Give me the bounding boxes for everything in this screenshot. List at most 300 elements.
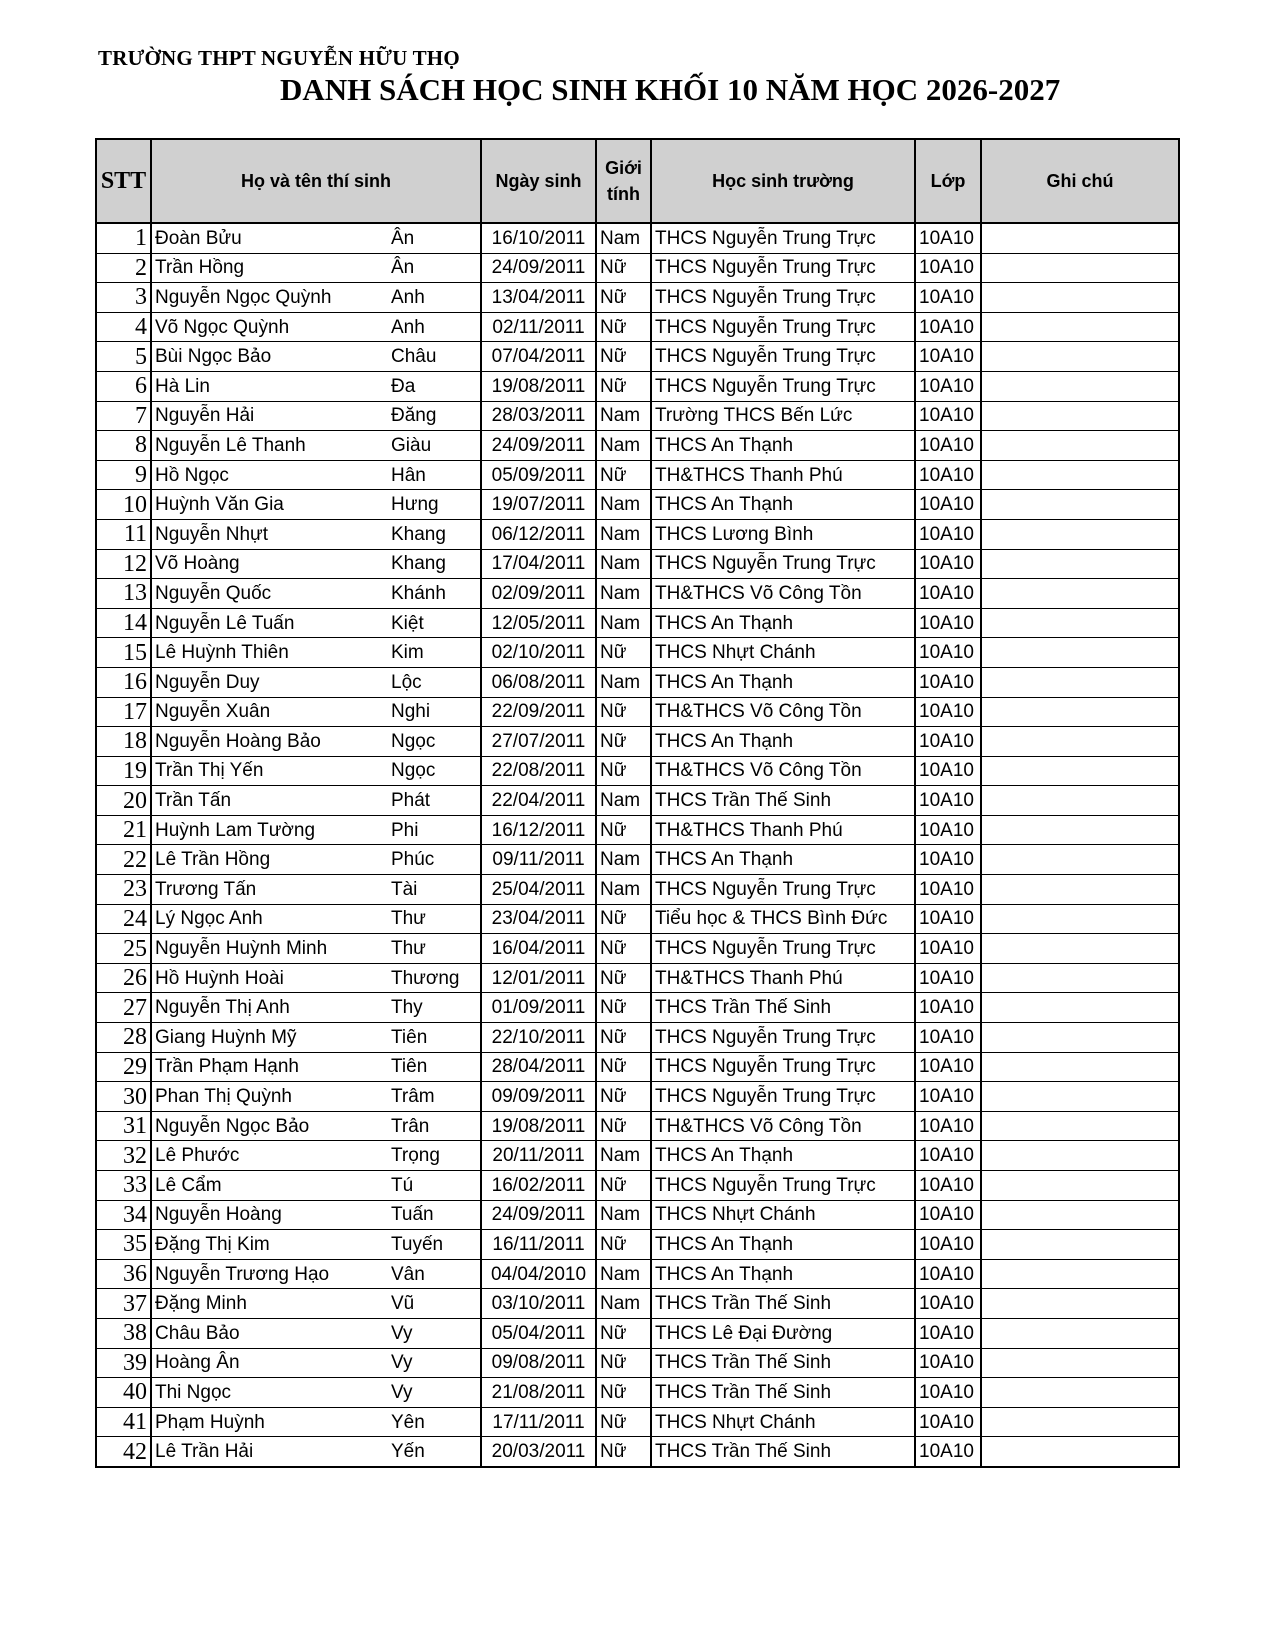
table-row xyxy=(96,1200,1179,1230)
cell-first-name: Tiên xyxy=(388,1023,481,1053)
cell-stt: 16 xyxy=(96,667,151,697)
cell-gender: Nữ xyxy=(596,1348,651,1378)
cell-dob: 02/10/2011 xyxy=(481,638,596,668)
cell-school: THCS An Thạnh xyxy=(651,1259,915,1289)
cell-stt: 28 xyxy=(96,1023,151,1053)
cell-note xyxy=(981,608,1179,638)
table-row xyxy=(96,1023,1179,1053)
cell-school: THCS Nhựt Chánh xyxy=(651,1200,915,1230)
cell-class: 10A10 xyxy=(915,401,981,431)
cell-school: THCS An Thạnh xyxy=(651,1141,915,1171)
cell-stt: 8 xyxy=(96,431,151,461)
cell-last-name: Nguyễn Lê Thanh xyxy=(151,431,388,461)
cell-dob: 04/04/2010 xyxy=(481,1259,596,1289)
cell-school: THCS An Thạnh xyxy=(651,845,915,875)
cell-first-name: Thư xyxy=(388,904,481,934)
cell-stt: 19 xyxy=(96,756,151,786)
cell-dob: 22/09/2011 xyxy=(481,697,596,727)
cell-class: 10A10 xyxy=(915,1111,981,1141)
cell-note xyxy=(981,904,1179,934)
cell-class: 10A10 xyxy=(915,253,981,283)
cell-note xyxy=(981,549,1179,579)
cell-stt: 32 xyxy=(96,1141,151,1171)
table-row xyxy=(96,1289,1179,1319)
table-row xyxy=(96,1259,1179,1289)
cell-gender: Nữ xyxy=(596,1052,651,1082)
table-row xyxy=(96,1378,1179,1408)
table-row xyxy=(96,431,1179,461)
table-row xyxy=(96,697,1179,727)
table-row xyxy=(96,460,1179,490)
cell-stt: 22 xyxy=(96,845,151,875)
cell-note xyxy=(981,1348,1179,1378)
cell-dob: 09/08/2011 xyxy=(481,1348,596,1378)
header-class: Lớp xyxy=(915,139,981,223)
cell-class: 10A10 xyxy=(915,667,981,697)
table-row xyxy=(96,1171,1179,1201)
cell-stt: 2 xyxy=(96,253,151,283)
cell-first-name: Thy xyxy=(388,993,481,1023)
cell-first-name: Vy xyxy=(388,1378,481,1408)
cell-class: 10A10 xyxy=(915,1200,981,1230)
cell-dob: 16/10/2011 xyxy=(481,223,596,253)
cell-note xyxy=(981,1141,1179,1171)
cell-gender: Nữ xyxy=(596,1437,651,1467)
cell-stt: 9 xyxy=(96,460,151,490)
cell-gender: Nam xyxy=(596,1200,651,1230)
cell-note xyxy=(981,845,1179,875)
cell-class: 10A10 xyxy=(915,223,981,253)
table-row xyxy=(96,1141,1179,1171)
cell-gender: Nữ xyxy=(596,1230,651,1260)
cell-class: 10A10 xyxy=(915,697,981,727)
cell-class: 10A10 xyxy=(915,1259,981,1289)
cell-last-name: Nguyễn Hải xyxy=(151,401,388,431)
cell-class: 10A10 xyxy=(915,963,981,993)
cell-last-name: Bùi Ngọc Bảo xyxy=(151,342,388,372)
cell-dob: 12/05/2011 xyxy=(481,608,596,638)
cell-school: THCS Nhựt Chánh xyxy=(651,638,915,668)
cell-gender: Nữ xyxy=(596,1171,651,1201)
cell-first-name: Trân xyxy=(388,1111,481,1141)
cell-first-name: Ân xyxy=(388,223,481,253)
cell-stt: 13 xyxy=(96,579,151,609)
cell-first-name: Thư xyxy=(388,934,481,964)
cell-school: THCS Nguyễn Trung Trực xyxy=(651,1023,915,1053)
cell-stt: 39 xyxy=(96,1348,151,1378)
cell-last-name: Nguyễn Huỳnh Minh xyxy=(151,934,388,964)
header-note: Ghi chú xyxy=(981,139,1179,223)
cell-gender: Nam xyxy=(596,845,651,875)
cell-dob: 28/03/2011 xyxy=(481,401,596,431)
cell-note xyxy=(981,312,1179,342)
cell-note xyxy=(981,1200,1179,1230)
table-row xyxy=(96,1082,1179,1112)
cell-first-name: Phi xyxy=(388,815,481,845)
cell-class: 10A10 xyxy=(915,638,981,668)
cell-class: 10A10 xyxy=(915,312,981,342)
cell-stt: 38 xyxy=(96,1318,151,1348)
cell-last-name: Hồ Ngọc xyxy=(151,460,388,490)
cell-stt: 25 xyxy=(96,934,151,964)
cell-note xyxy=(981,1171,1179,1201)
cell-note xyxy=(981,253,1179,283)
cell-gender: Nam xyxy=(596,786,651,816)
cell-note xyxy=(981,697,1179,727)
cell-first-name: Phát xyxy=(388,786,481,816)
cell-school: THCS Nguyễn Trung Trực xyxy=(651,1052,915,1082)
cell-first-name: Vân xyxy=(388,1259,481,1289)
cell-last-name: Đặng Thị Kim xyxy=(151,1230,388,1260)
cell-dob: 06/12/2011 xyxy=(481,519,596,549)
table-row xyxy=(96,993,1179,1023)
cell-note xyxy=(981,431,1179,461)
table-row xyxy=(96,519,1179,549)
cell-note xyxy=(981,1082,1179,1112)
cell-last-name: Lý Ngọc Anh xyxy=(151,904,388,934)
cell-class: 10A10 xyxy=(915,727,981,757)
cell-note xyxy=(981,1052,1179,1082)
table-body xyxy=(96,223,1179,1467)
table-row xyxy=(96,401,1179,431)
table-row xyxy=(96,845,1179,875)
cell-note xyxy=(981,342,1179,372)
cell-stt: 42 xyxy=(96,1437,151,1467)
cell-class: 10A10 xyxy=(915,815,981,845)
table-row xyxy=(96,875,1179,905)
cell-note xyxy=(981,1023,1179,1053)
cell-dob: 09/09/2011 xyxy=(481,1082,596,1112)
cell-dob: 22/08/2011 xyxy=(481,756,596,786)
cell-first-name: Ân xyxy=(388,253,481,283)
cell-dob: 27/07/2011 xyxy=(481,727,596,757)
cell-first-name: Vũ xyxy=(388,1289,481,1319)
cell-gender: Nữ xyxy=(596,1082,651,1112)
cell-gender: Nữ xyxy=(596,638,651,668)
cell-class: 10A10 xyxy=(915,845,981,875)
cell-last-name: Nguyễn Hoàng Bảo xyxy=(151,727,388,757)
cell-school: TH&THCS Võ Công Tồn xyxy=(651,579,915,609)
cell-class: 10A10 xyxy=(915,1052,981,1082)
cell-gender: Nữ xyxy=(596,815,651,845)
cell-first-name: Tuấn xyxy=(388,1200,481,1230)
cell-class: 10A10 xyxy=(915,1023,981,1053)
cell-note xyxy=(981,1378,1179,1408)
cell-note xyxy=(981,283,1179,313)
cell-dob: 22/10/2011 xyxy=(481,1023,596,1053)
cell-note xyxy=(981,519,1179,549)
cell-gender: Nữ xyxy=(596,727,651,757)
cell-school: THCS Nguyễn Trung Trực xyxy=(651,342,915,372)
cell-class: 10A10 xyxy=(915,904,981,934)
cell-gender: Nữ xyxy=(596,342,651,372)
cell-dob: 20/11/2011 xyxy=(481,1141,596,1171)
cell-stt: 4 xyxy=(96,312,151,342)
cell-stt: 30 xyxy=(96,1082,151,1112)
cell-school: THCS Nguyễn Trung Trực xyxy=(651,223,915,253)
cell-class: 10A10 xyxy=(915,786,981,816)
cell-dob: 24/09/2011 xyxy=(481,253,596,283)
cell-last-name: Lê Trần Hồng xyxy=(151,845,388,875)
cell-last-name: Nguyễn Duy xyxy=(151,667,388,697)
cell-first-name: Kim xyxy=(388,638,481,668)
cell-dob: 16/12/2011 xyxy=(481,815,596,845)
cell-stt: 14 xyxy=(96,608,151,638)
cell-gender: Nam xyxy=(596,1259,651,1289)
cell-first-name: Châu xyxy=(388,342,481,372)
cell-first-name: Giàu xyxy=(388,431,481,461)
cell-school: TH&THCS Võ Công Tồn xyxy=(651,1111,915,1141)
cell-gender: Nữ xyxy=(596,1378,651,1408)
table-row xyxy=(96,223,1179,253)
cell-school: THCS An Thạnh xyxy=(651,1230,915,1260)
cell-last-name: Phạm Huỳnh xyxy=(151,1407,388,1437)
cell-stt: 40 xyxy=(96,1378,151,1408)
cell-school: THCS Nguyễn Trung Trực xyxy=(651,875,915,905)
cell-dob: 03/10/2011 xyxy=(481,1289,596,1319)
cell-dob: 09/11/2011 xyxy=(481,845,596,875)
cell-dob: 24/09/2011 xyxy=(481,1200,596,1230)
table-row xyxy=(96,815,1179,845)
cell-first-name: Thương xyxy=(388,963,481,993)
cell-school: THCS An Thạnh xyxy=(651,490,915,520)
cell-last-name: Võ Hoàng xyxy=(151,549,388,579)
cell-note xyxy=(981,786,1179,816)
cell-dob: 17/04/2011 xyxy=(481,549,596,579)
cell-stt: 33 xyxy=(96,1171,151,1201)
cell-last-name: Châu Bảo xyxy=(151,1318,388,1348)
cell-stt: 37 xyxy=(96,1289,151,1319)
cell-gender: Nam xyxy=(596,549,651,579)
cell-school: THCS Nguyễn Trung Trực xyxy=(651,283,915,313)
cell-last-name: Nguyễn Ngọc Quỳnh xyxy=(151,283,388,313)
header-school: Học sinh trường xyxy=(651,139,915,223)
cell-gender: Nữ xyxy=(596,1407,651,1437)
cell-dob: 05/04/2011 xyxy=(481,1318,596,1348)
cell-gender: Nam xyxy=(596,608,651,638)
cell-dob: 05/09/2011 xyxy=(481,460,596,490)
cell-dob: 21/08/2011 xyxy=(481,1378,596,1408)
cell-first-name: Khang xyxy=(388,519,481,549)
cell-note xyxy=(981,1230,1179,1260)
cell-last-name: Đặng Minh xyxy=(151,1289,388,1319)
table-row xyxy=(96,638,1179,668)
cell-gender: Nữ xyxy=(596,1318,651,1348)
cell-last-name: Lê Trần Hải xyxy=(151,1437,388,1467)
cell-stt: 18 xyxy=(96,727,151,757)
table-row xyxy=(96,549,1179,579)
cell-school: THCS An Thạnh xyxy=(651,608,915,638)
cell-dob: 01/09/2011 xyxy=(481,993,596,1023)
cell-school: THCS An Thạnh xyxy=(651,667,915,697)
cell-first-name: Tiên xyxy=(388,1052,481,1082)
cell-class: 10A10 xyxy=(915,608,981,638)
cell-gender: Nữ xyxy=(596,283,651,313)
cell-first-name: Vy xyxy=(388,1318,481,1348)
cell-stt: 27 xyxy=(96,993,151,1023)
cell-gender: Nam xyxy=(596,667,651,697)
cell-school: THCS Nguyễn Trung Trực xyxy=(651,1082,915,1112)
cell-stt: 24 xyxy=(96,904,151,934)
cell-stt: 3 xyxy=(96,283,151,313)
cell-first-name: Lộc xyxy=(388,667,481,697)
cell-first-name: Yến xyxy=(388,1437,481,1467)
cell-school: THCS Lê Đại Đường xyxy=(651,1318,915,1348)
cell-note xyxy=(981,401,1179,431)
cell-last-name: Lê Phước xyxy=(151,1141,388,1171)
cell-note xyxy=(981,638,1179,668)
cell-note xyxy=(981,815,1179,845)
cell-class: 10A10 xyxy=(915,756,981,786)
table-row xyxy=(96,1230,1179,1260)
cell-first-name: Ngọc xyxy=(388,756,481,786)
cell-gender: Nam xyxy=(596,490,651,520)
cell-class: 10A10 xyxy=(915,519,981,549)
table-row xyxy=(96,963,1179,993)
cell-note xyxy=(981,1407,1179,1437)
cell-stt: 34 xyxy=(96,1200,151,1230)
document-title: DANH SÁCH HỌC SINH KHỐI 10 NĂM HỌC 2026-2027 xyxy=(280,72,1061,107)
cell-stt: 21 xyxy=(96,815,151,845)
cell-note xyxy=(981,993,1179,1023)
cell-first-name: Đa xyxy=(388,371,481,401)
cell-first-name: Anh xyxy=(388,312,481,342)
cell-first-name: Khang xyxy=(388,549,481,579)
cell-class: 10A10 xyxy=(915,371,981,401)
cell-last-name: Nguyễn Quốc xyxy=(151,579,388,609)
cell-gender: Nam xyxy=(596,519,651,549)
cell-last-name: Nguyễn Trương Hạo xyxy=(151,1259,388,1289)
cell-class: 10A10 xyxy=(915,1082,981,1112)
cell-school: THCS Trần Thế Sinh xyxy=(651,1348,915,1378)
cell-first-name: Hưng xyxy=(388,490,481,520)
cell-class: 10A10 xyxy=(915,490,981,520)
cell-last-name: Nguyễn Ngọc Bảo xyxy=(151,1111,388,1141)
cell-gender: Nam xyxy=(596,431,651,461)
cell-first-name: Tuyến xyxy=(388,1230,481,1260)
school-name: TRƯỜNG THPT NGUYỄN HỮU THỌ xyxy=(98,46,460,70)
cell-note xyxy=(981,756,1179,786)
cell-class: 10A10 xyxy=(915,875,981,905)
table-row xyxy=(96,1437,1179,1467)
cell-last-name: Trần Thị Yến xyxy=(151,756,388,786)
header-gender-line2: tính xyxy=(607,184,641,204)
cell-gender: Nam xyxy=(596,579,651,609)
cell-last-name: Trần Hồng xyxy=(151,253,388,283)
cell-note xyxy=(981,934,1179,964)
cell-note xyxy=(981,223,1179,253)
header-gender-line1: Giới xyxy=(605,157,642,178)
cell-last-name: Trần Phạm Hạnh xyxy=(151,1052,388,1082)
cell-dob: 07/04/2011 xyxy=(481,342,596,372)
cell-school: THCS An Thạnh xyxy=(651,727,915,757)
cell-stt: 6 xyxy=(96,371,151,401)
cell-last-name: Nguyễn Nhựt xyxy=(151,519,388,549)
table-row xyxy=(96,342,1179,372)
cell-school: THCS Trần Thế Sinh xyxy=(651,1289,915,1319)
cell-gender: Nữ xyxy=(596,371,651,401)
table-row xyxy=(96,904,1179,934)
cell-last-name: Huỳnh Lam Tường xyxy=(151,815,388,845)
cell-first-name: Trâm xyxy=(388,1082,481,1112)
cell-note xyxy=(981,963,1179,993)
cell-dob: 19/08/2011 xyxy=(481,371,596,401)
cell-stt: 35 xyxy=(96,1230,151,1260)
cell-gender: Nam xyxy=(596,875,651,905)
cell-dob: 12/01/2011 xyxy=(481,963,596,993)
cell-school: TH&THCS Thanh Phú xyxy=(651,963,915,993)
table-row xyxy=(96,756,1179,786)
table-row xyxy=(96,371,1179,401)
cell-first-name: Anh xyxy=(388,283,481,313)
cell-dob: 19/08/2011 xyxy=(481,1111,596,1141)
cell-stt: 10 xyxy=(96,490,151,520)
cell-dob: 17/11/2011 xyxy=(481,1407,596,1437)
cell-last-name: Phan Thị Quỳnh xyxy=(151,1082,388,1112)
table-row xyxy=(96,1318,1179,1348)
cell-class: 10A10 xyxy=(915,1407,981,1437)
cell-stt: 5 xyxy=(96,342,151,372)
cell-note xyxy=(981,371,1179,401)
cell-school: THCS Trần Thế Sinh xyxy=(651,786,915,816)
cell-stt: 15 xyxy=(96,638,151,668)
table-row xyxy=(96,253,1179,283)
cell-note xyxy=(981,1111,1179,1141)
cell-note xyxy=(981,460,1179,490)
cell-first-name: Yên xyxy=(388,1407,481,1437)
cell-stt: 1 xyxy=(96,223,151,253)
cell-gender: Nữ xyxy=(596,253,651,283)
cell-class: 10A10 xyxy=(915,1289,981,1319)
cell-stt: 11 xyxy=(96,519,151,549)
cell-dob: 22/04/2011 xyxy=(481,786,596,816)
cell-first-name: Phúc xyxy=(388,845,481,875)
cell-dob: 28/04/2011 xyxy=(481,1052,596,1082)
table-row xyxy=(96,579,1179,609)
cell-class: 10A10 xyxy=(915,431,981,461)
cell-last-name: Hồ Huỳnh Hoài xyxy=(151,963,388,993)
cell-class: 10A10 xyxy=(915,342,981,372)
table-row xyxy=(96,490,1179,520)
cell-last-name: Trần Tấn xyxy=(151,786,388,816)
cell-stt: 31 xyxy=(96,1111,151,1141)
header-gender xyxy=(596,139,651,223)
cell-last-name: Hà Lin xyxy=(151,371,388,401)
cell-class: 10A10 xyxy=(915,1171,981,1201)
cell-dob: 23/04/2011 xyxy=(481,904,596,934)
cell-school: TH&THCS Thanh Phú xyxy=(651,815,915,845)
cell-first-name: Nghi xyxy=(388,697,481,727)
cell-class: 10A10 xyxy=(915,460,981,490)
cell-gender: Nữ xyxy=(596,1111,651,1141)
cell-school: THCS Nguyễn Trung Trực xyxy=(651,253,915,283)
cell-stt: 23 xyxy=(96,875,151,905)
cell-class: 10A10 xyxy=(915,1348,981,1378)
cell-stt: 20 xyxy=(96,786,151,816)
cell-dob: 02/11/2011 xyxy=(481,312,596,342)
cell-last-name: Thi Ngọc xyxy=(151,1378,388,1408)
cell-first-name: Tài xyxy=(388,875,481,905)
cell-gender: Nam xyxy=(596,1141,651,1171)
cell-class: 10A10 xyxy=(915,283,981,313)
cell-dob: 16/11/2011 xyxy=(481,1230,596,1260)
cell-school: THCS Nguyễn Trung Trực xyxy=(651,934,915,964)
cell-stt: 26 xyxy=(96,963,151,993)
cell-school: THCS Nguyễn Trung Trực xyxy=(651,549,915,579)
cell-school: THCS Trần Thế Sinh xyxy=(651,1437,915,1467)
cell-school: THCS Nhựt Chánh xyxy=(651,1407,915,1437)
table-row xyxy=(96,934,1179,964)
